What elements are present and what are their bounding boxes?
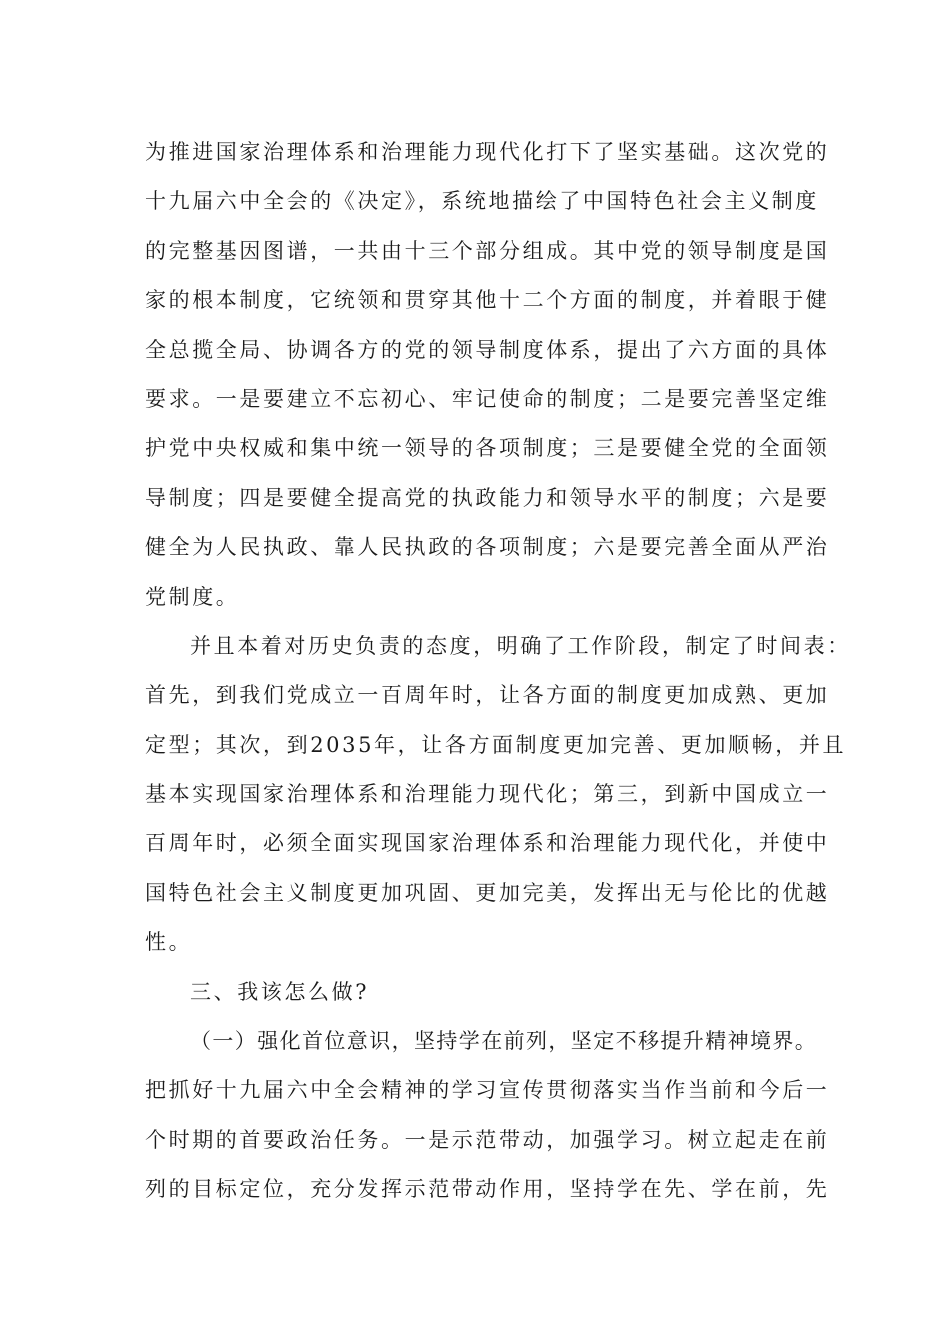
text-line: 十九届六中全会的《决定》，系统地描绘了中国特色社会主义制度 <box>145 189 819 214</box>
paragraph-start-line: 并且本着对历史负责的态度，明确了工作阶段，制定了时间表： <box>190 633 851 658</box>
text-line: 护党中央权威和集中统一领导的各项制度；三是要健全党的全面领 <box>145 436 830 461</box>
text-line: 导制度；四是要健全提高党的执政能力和领导水平的制度；六是要 <box>145 485 830 510</box>
text-line: 党制度。 <box>145 584 240 609</box>
text-line: 基本实现国家治理体系和治理能力现代化；第三，到新中国成立一 <box>145 782 830 807</box>
text-line: 性。 <box>145 930 193 955</box>
text-line: 要求。一是要建立不忘初心、牢记使命的制度；二是要完善坚定维 <box>145 386 830 411</box>
text-line: 的完整基因图谱，一共由十三个部分组成。其中党的领导制度是国 <box>145 238 830 263</box>
text-line: 健全为人民执政、靠人民执政的各项制度；六是要完善全面从严治 <box>145 535 830 560</box>
text-line: 国特色社会主义制度更加巩固、更加完美，发挥出无与伦比的优越 <box>145 880 830 905</box>
text-line: 列的目标定位，充分发挥示范带动作用，坚持学在先、学在前，先 <box>145 1177 830 1202</box>
text-line: 家的根本制度，它统领和贯穿其他十二个方面的制度，并着眼于健 <box>145 288 830 313</box>
text-line: 首先，到我们党成立一百周年时，让各方面的制度更加成熟、更加 <box>145 683 830 708</box>
text-line: 个时期的首要政治任务。一是示范带动，加强学习。树立起走在前 <box>145 1127 830 1152</box>
text-line: 定型；其次，到2035年，让各方面制度更加完善、更加顺畅，并且 <box>145 732 847 757</box>
text-line: 全总揽全局、协调各方的党的领导制度体系，提出了六方面的具体 <box>145 337 830 362</box>
text-line: 百周年时，必须全面实现国家治理体系和治理能力现代化，并使中 <box>145 831 830 856</box>
body-text <box>145 128 851 1215</box>
section-heading: 三、我该怎么做? <box>190 979 370 1004</box>
subsection-heading: （一）强化首位意识，坚持学在前列，坚定不移提升精神境界。 <box>190 1029 818 1054</box>
text-line: 为推进国家治理体系和治理能力现代化打下了坚实基础。这次党的 <box>145 140 830 164</box>
text-line: 把抓好十九届六中全会精神的学习宣传贯彻落实当作当前和今后一 <box>145 1078 830 1103</box>
